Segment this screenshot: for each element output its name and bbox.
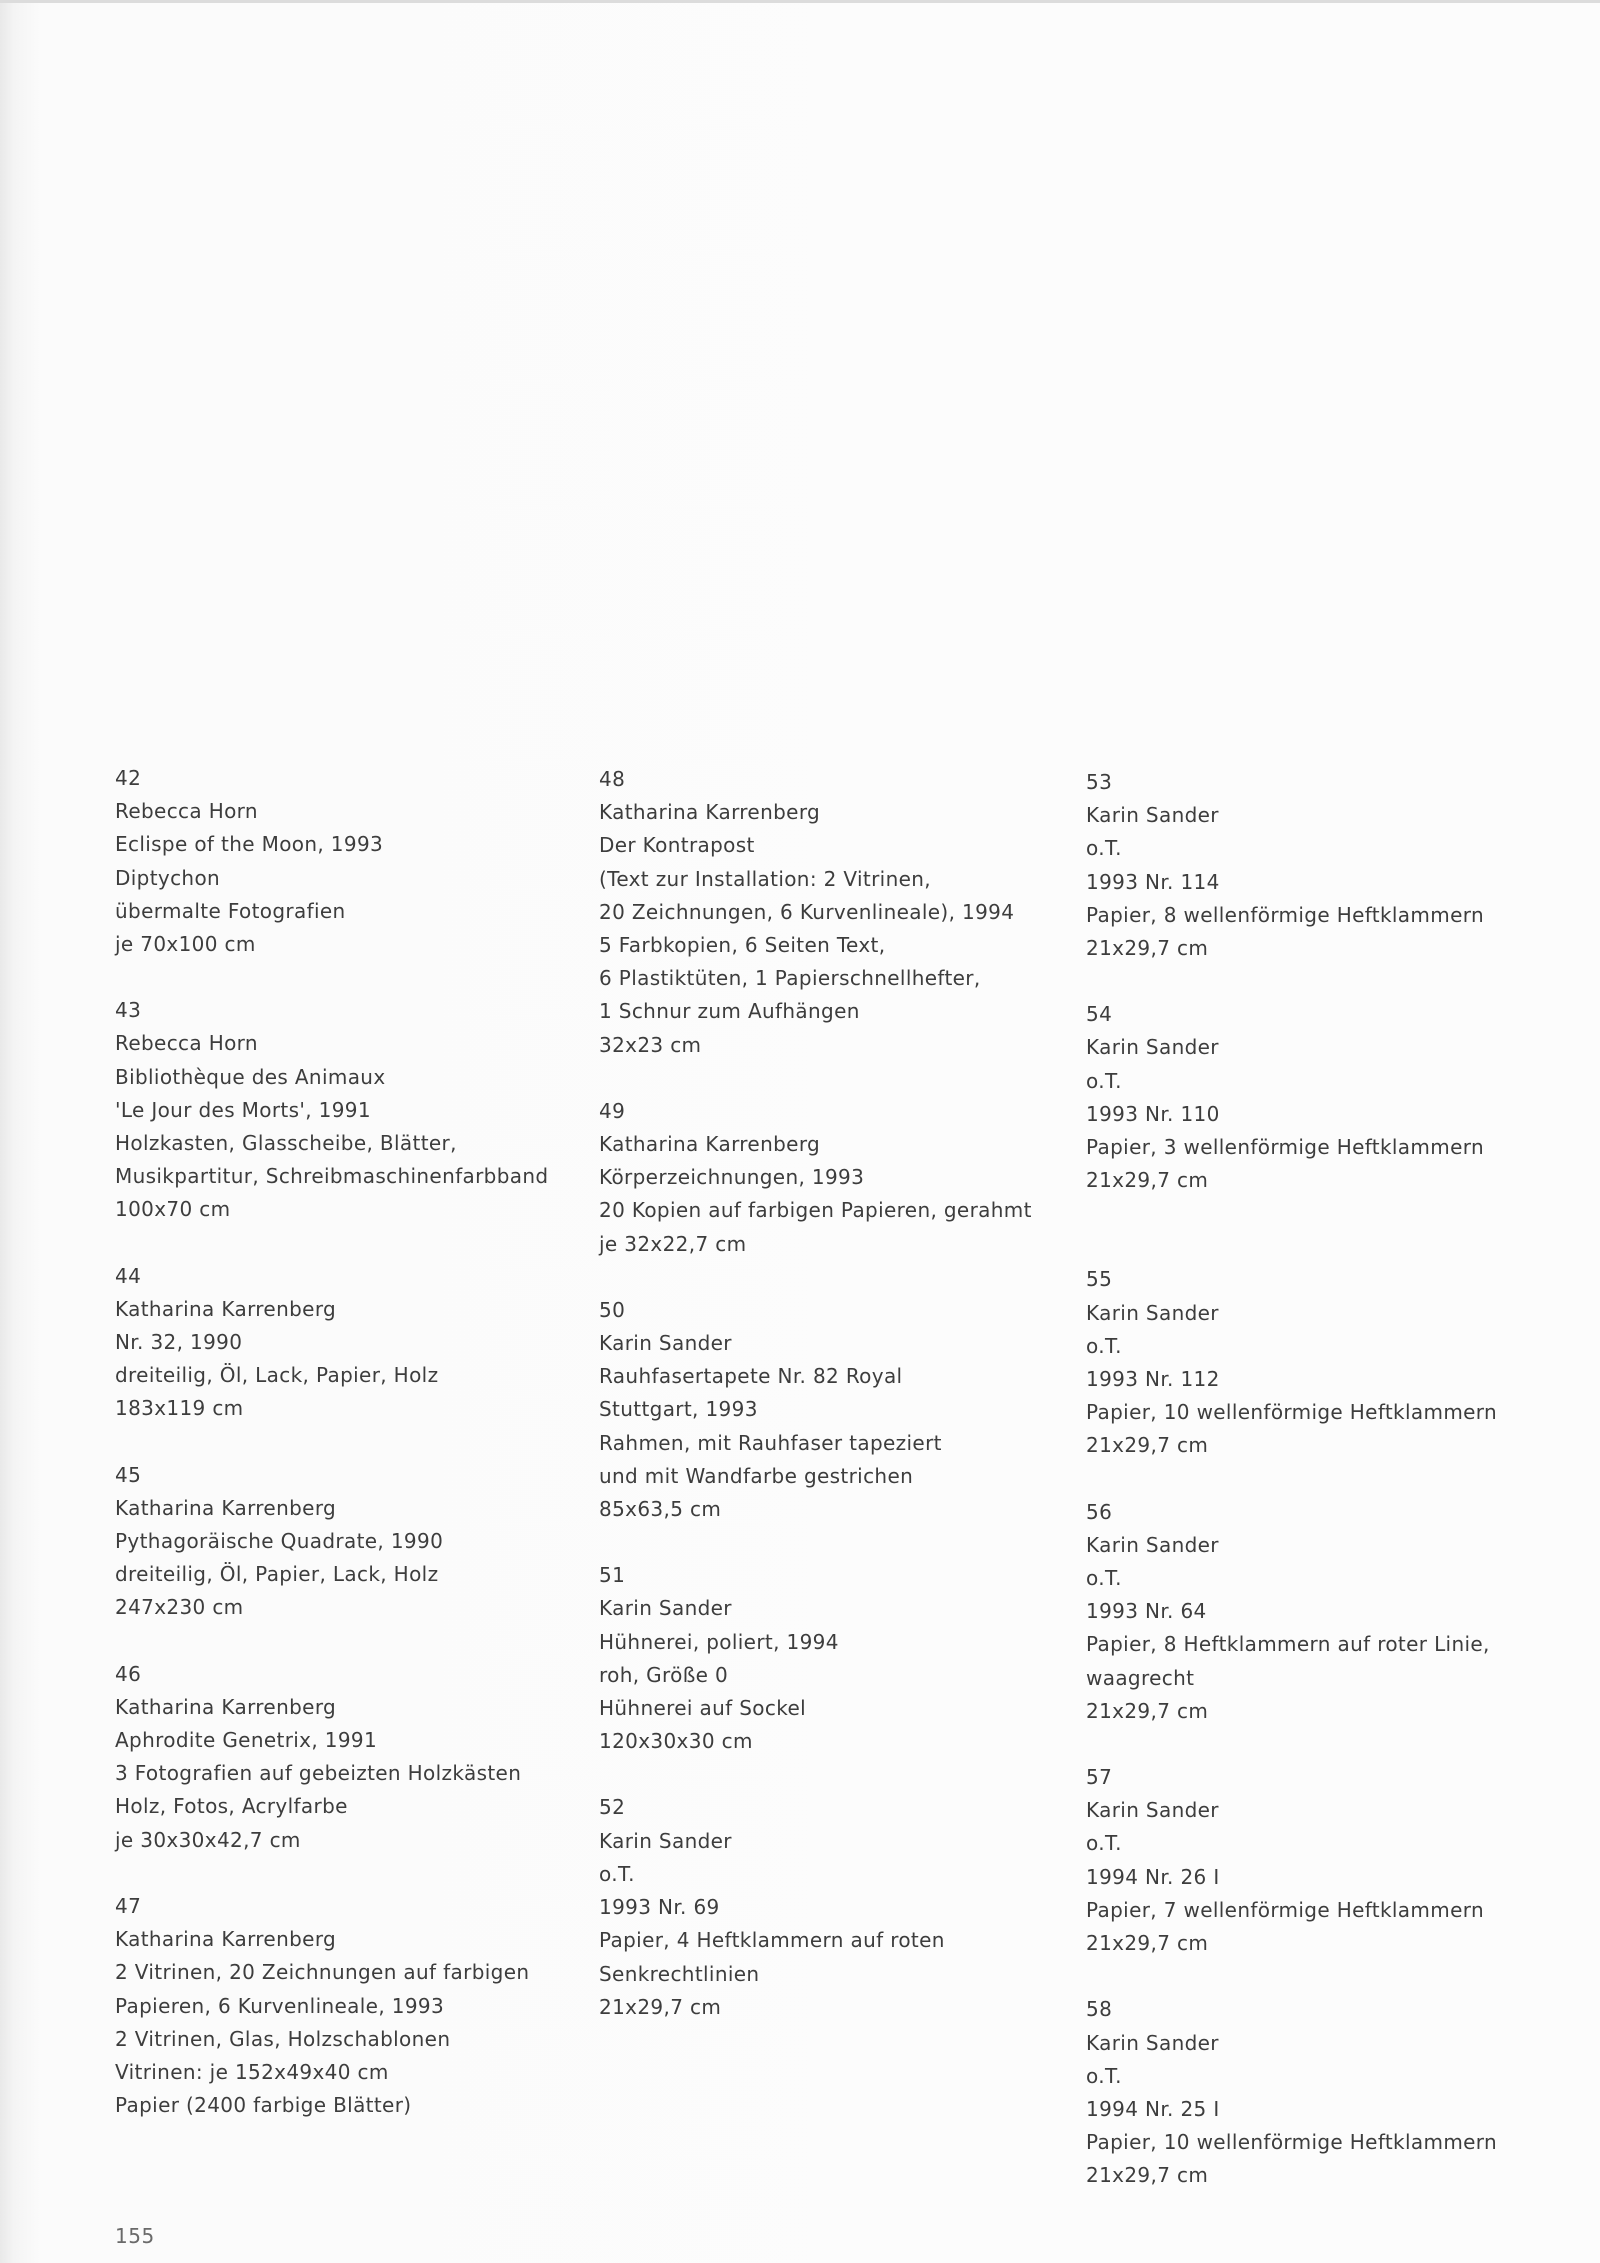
- page-top-edge: [0, 0, 1600, 3]
- entry-dimensions: Vitrinen: je 152x49x40 cm: [115, 2059, 389, 2084]
- entry-detail: Diptychon: [115, 865, 221, 890]
- entry-detail: 3 Fotografien auf gebeizten Holzkästen: [115, 1761, 522, 1786]
- entry-dimensions: 85x63,5 cm: [599, 1497, 722, 1522]
- catalog-column-1: [115, 762, 575, 2155]
- entry-title: Der Kontrapost: [599, 833, 755, 858]
- entry-artist: Karin Sander: [1086, 1532, 1219, 1557]
- catalog-entry-52: [599, 1791, 1059, 2023]
- entry-dimensions: je 30x30x42,7 cm: [115, 1827, 301, 1852]
- entry-number: 55: [1086, 1267, 1113, 1292]
- catalog-entry-43: [115, 994, 575, 1226]
- entry-number: 49: [599, 1098, 626, 1123]
- catalog-entry-51: [599, 1559, 1059, 1758]
- entry-artist: Karin Sander: [1086, 803, 1219, 828]
- entry-material: 6 Plastiktüten, 1 Papierschnellhefter,: [599, 966, 981, 991]
- entry-title: Rauhfasertapete Nr. 82 Royal: [599, 1364, 903, 1389]
- entry-number: 51: [599, 1563, 626, 1588]
- entry-material: 2 Vitrinen, Glas, Holzschablonen: [115, 2026, 451, 2051]
- entry-title: o.T.: [1086, 1566, 1122, 1591]
- entry-number: 50: [599, 1297, 626, 1322]
- entry-number: 48: [599, 767, 626, 791]
- entry-artist: Karin Sander: [1086, 1035, 1219, 1060]
- entry-dimensions: 21x29,7 cm: [1086, 1168, 1209, 1193]
- catalog-column-2: [599, 763, 1059, 2057]
- entry-material: und mit Wandfarbe gestrichen: [599, 1463, 914, 1488]
- entry-dimensions: 32x23 cm: [599, 1032, 702, 1057]
- entry-dimensions: 21x29,7 cm: [1086, 1698, 1209, 1723]
- entry-artist: Katharina Karrenberg: [115, 1694, 337, 1719]
- catalog-entry-48: [599, 763, 1059, 1062]
- entry-title: o.T.: [599, 1861, 635, 1886]
- entry-number: 46: [115, 1661, 142, 1686]
- entry-artist: Karin Sander: [599, 1828, 732, 1853]
- entry-title: Pythagoräische Quadrate, 1990: [115, 1529, 444, 1554]
- entry-number: 57: [1086, 1765, 1113, 1790]
- entry-title: Nr. 32, 1990: [115, 1330, 243, 1355]
- column-gap: [1086, 1230, 1546, 1263]
- catalog-entry-58: [1086, 1993, 1546, 2192]
- entry-title: o.T.: [1086, 1333, 1122, 1358]
- entry-title: Körperzeichnungen, 1993: [599, 1165, 865, 1190]
- catalog-entry-54: [1086, 998, 1546, 1197]
- catalog-column-3: [1086, 766, 1546, 2226]
- entry-number: 53: [1086, 770, 1113, 794]
- entry-dimensions: 21x29,7 cm: [1086, 1931, 1209, 1956]
- entry-material: Musikpartitur, Schreibmaschinenfarbband: [115, 1164, 549, 1189]
- catalog-entry-53: [1086, 766, 1546, 965]
- entry-number: 47: [115, 1893, 142, 1918]
- entry-artist: Katharina Karrenberg: [115, 1927, 337, 1952]
- entry-artist: Karin Sander: [1086, 2030, 1219, 2055]
- catalog-entry-55: [1086, 1263, 1546, 1462]
- entry-material: Papier, 3 wellenförmige Heftklammern: [1086, 1135, 1484, 1160]
- entry-dimensions: je 32x22,7 cm: [599, 1231, 747, 1256]
- entry-title: Bibliothèque des Animaux: [115, 1064, 386, 1089]
- entry-number: 58: [1086, 1997, 1113, 2022]
- entry-title: Eclispe of the Moon, 1993: [115, 832, 384, 857]
- entry-artist: Karin Sander: [1086, 1300, 1219, 1325]
- entry-detail: 1993 Nr. 110: [1086, 1101, 1220, 1126]
- catalog-entry-50: [599, 1294, 1059, 1526]
- entry-title: Hühnerei, poliert, 1994: [599, 1629, 839, 1654]
- entry-number: 42: [115, 766, 142, 790]
- catalog-entry-46: [115, 1658, 575, 1857]
- entry-artist: Rebecca Horn: [115, 799, 258, 824]
- entry-dimensions: je 70x100 cm: [115, 932, 256, 957]
- entry-artist: Karin Sander: [599, 1596, 732, 1621]
- entry-dimensions: 100x70 cm: [115, 1197, 231, 1222]
- entry-title: 2 Vitrinen, 20 Zeichnungen auf farbigen: [115, 1960, 530, 1985]
- entry-material: Senkrechtlinien: [599, 1961, 760, 1986]
- entry-title: o.T.: [1086, 2063, 1122, 2088]
- entry-artist: Katharina Karrenberg: [599, 800, 821, 825]
- entry-material: Papier, 8 wellenförmige Heftklammern: [1086, 902, 1484, 927]
- catalog-entry-56: [1086, 1496, 1546, 1728]
- entry-title: 'Le Jour des Morts', 1991: [115, 1097, 371, 1122]
- entry-dimensions: 247x230 cm: [115, 1595, 244, 1620]
- entry-material: Holz, Fotos, Acrylfarbe: [115, 1794, 348, 1819]
- entry-title: Aphrodite Genetrix, 1991: [115, 1728, 378, 1753]
- catalog-entry-45: [115, 1459, 575, 1625]
- entry-material: Papier, 4 Heftklammern auf roten: [599, 1928, 945, 1953]
- entry-artist: Rebecca Horn: [115, 1031, 258, 1056]
- entry-material: Papier, 7 wellenförmige Heftklammern: [1086, 1897, 1484, 1922]
- entry-artist: Katharina Karrenberg: [599, 1132, 821, 1157]
- entry-detail: 20 Zeichnungen, 6 Kurvenlineale), 1994: [599, 899, 1015, 924]
- entry-detail: 1993 Nr. 64: [1086, 1599, 1207, 1624]
- entry-detail: 1993 Nr. 69: [599, 1895, 720, 1920]
- entry-material: 20 Kopien auf farbigen Papieren, gerahmt: [599, 1198, 1032, 1223]
- catalog-entry-44: [115, 1260, 575, 1426]
- entry-detail: 1994 Nr. 25 I: [1086, 2096, 1220, 2121]
- page-number: 155: [115, 2224, 155, 2248]
- entry-material: Papier, 10 wellenförmige Heftklammern: [1086, 2130, 1498, 2155]
- entry-detail: 1994 Nr. 26 I: [1086, 1864, 1220, 1889]
- entry-number: 43: [115, 998, 142, 1023]
- entry-number: 52: [599, 1795, 626, 1820]
- entry-title: Papieren, 6 Kurvenlineale, 1993: [115, 1993, 445, 2018]
- entry-number: 56: [1086, 1499, 1113, 1524]
- catalog-entry-57: [1086, 1761, 1546, 1960]
- catalog-entry-49: [599, 1095, 1059, 1261]
- entry-number: 44: [115, 1263, 142, 1288]
- entry-artist: Katharina Karrenberg: [115, 1296, 337, 1321]
- catalog-entry-42: [115, 762, 575, 961]
- entry-material: 5 Farbkopien, 6 Seiten Text,: [599, 933, 886, 958]
- entry-number: 45: [115, 1462, 142, 1487]
- entry-dimensions: 21x29,7 cm: [1086, 936, 1209, 961]
- entry-material: waagrecht: [1086, 1665, 1195, 1690]
- entry-title: Stuttgart, 1993: [599, 1397, 758, 1422]
- entry-artist: Karin Sander: [599, 1331, 732, 1356]
- entry-artist: Katharina Karrenberg: [115, 1495, 337, 1520]
- entry-artist: Karin Sander: [1086, 1798, 1219, 1823]
- entry-material: dreiteilig, Öl, Lack, Papier, Holz: [115, 1363, 439, 1388]
- entry-number: 54: [1086, 1002, 1113, 1027]
- entry-detail: roh, Größe 0: [599, 1662, 729, 1687]
- entry-detail: 1993 Nr. 112: [1086, 1367, 1220, 1392]
- entry-material: Papier (2400 farbige Blätter): [115, 2093, 412, 2118]
- entry-material: Holzkasten, Glasscheibe, Blätter,: [115, 1131, 457, 1156]
- entry-material: dreiteilig, Öl, Papier, Lack, Holz: [115, 1562, 439, 1587]
- entry-dimensions: 21x29,7 cm: [599, 1994, 722, 2019]
- entry-dimensions: 120x30x30 cm: [599, 1729, 753, 1754]
- catalog-entry-47: [115, 1890, 575, 2122]
- entry-material: Papier, 8 Heftklammern auf roter Linie,: [1086, 1632, 1490, 1657]
- entry-dimensions: 183x119 cm: [115, 1396, 244, 1421]
- entry-dimensions: 21x29,7 cm: [1086, 1433, 1209, 1458]
- entry-material: 1 Schnur zum Aufhängen: [599, 999, 860, 1024]
- entry-material: Rahmen, mit Rauhfaser tapeziert: [599, 1430, 942, 1455]
- entry-title: o.T.: [1086, 1831, 1122, 1856]
- entry-detail: (Text zur Installation: 2 Vitrinen,: [599, 866, 931, 891]
- entry-material: übermalte Fotografien: [115, 898, 346, 923]
- entry-title: o.T.: [1086, 1068, 1122, 1093]
- entry-material: Papier, 10 wellenförmige Heftklammern: [1086, 1400, 1498, 1425]
- entry-dimensions: 21x29,7 cm: [1086, 2163, 1209, 2188]
- entry-material: Hühnerei auf Sockel: [599, 1696, 807, 1721]
- entry-title: o.T.: [1086, 836, 1122, 861]
- entry-detail: 1993 Nr. 114: [1086, 869, 1220, 894]
